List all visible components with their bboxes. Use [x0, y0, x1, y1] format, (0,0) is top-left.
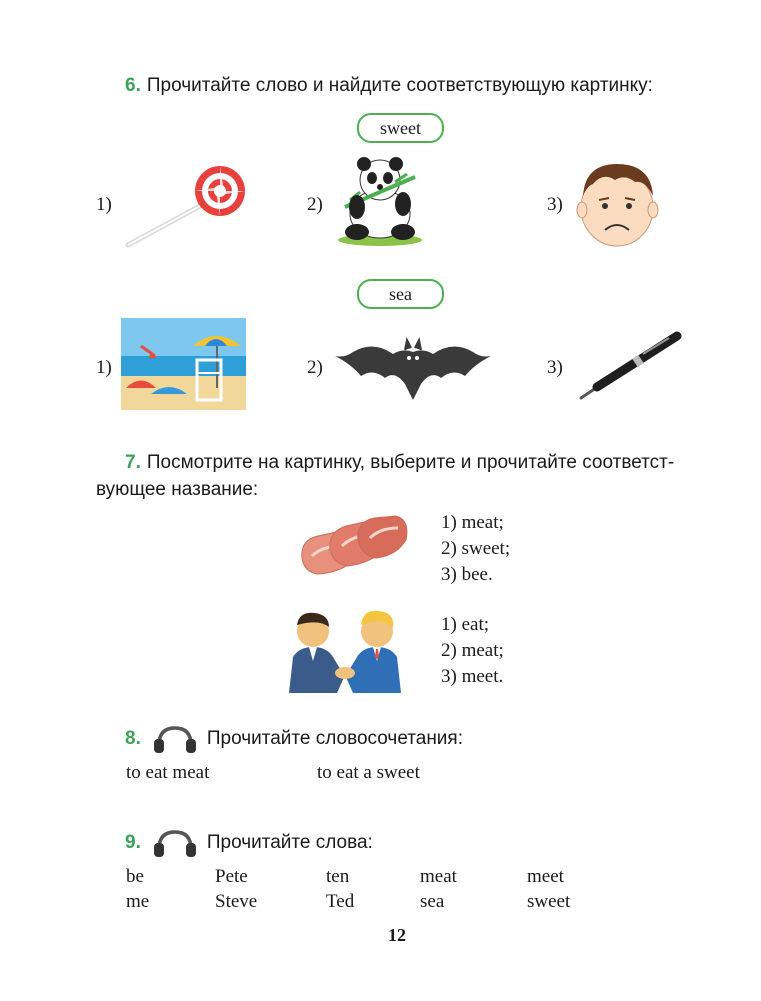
choice-item[interactable]: 1) eat;: [441, 614, 490, 635]
headphones-icon[interactable]: [151, 829, 199, 857]
option-label: 3): [547, 194, 563, 215]
task7-choices-2: [441, 612, 504, 690]
choice-item[interactable]: 3) bee.: [441, 564, 493, 585]
word-item: Steve: [215, 891, 258, 912]
task8-instruction: Прочитайте словосочетания:: [206, 728, 463, 749]
word-item: Ted: [326, 891, 355, 912]
choice-item[interactable]: 1) meat;: [441, 512, 504, 533]
task6-heading: [125, 74, 653, 98]
word-item: be: [126, 866, 144, 887]
choice-item[interactable]: 2) meat;: [441, 640, 504, 661]
pen-icon[interactable]: [577, 330, 685, 402]
choice-item[interactable]: 2) sweet;: [441, 538, 511, 559]
panda-icon[interactable]: [335, 152, 425, 247]
meat-icon[interactable]: [296, 510, 411, 588]
page-number: 12: [388, 925, 406, 945]
beach-icon[interactable]: [121, 318, 246, 410]
bat-icon[interactable]: [333, 330, 493, 402]
phrase: to eat a sweet: [317, 762, 420, 783]
word-pill-sea: sea: [357, 279, 444, 309]
sad-face-icon[interactable]: [575, 158, 660, 248]
handshake-icon[interactable]: [285, 605, 405, 693]
task7-number: 7.: [125, 452, 141, 473]
task9-instruction: Прочитайте слова:: [206, 832, 373, 853]
task7-instruction-line2: вующее название:: [96, 479, 259, 500]
word-item: me: [126, 891, 150, 912]
option-label: 3): [547, 357, 563, 378]
word-item: sweet: [527, 891, 571, 912]
option-label: 1): [96, 194, 112, 215]
task6-instruction: Прочитайте слово и найдите соответствующую картинку:: [146, 75, 653, 96]
headphones-icon[interactable]: [151, 725, 199, 753]
word-item: meet: [527, 866, 564, 887]
word-pill-sweet: sweet: [357, 113, 444, 143]
word-item: ten: [326, 866, 350, 887]
option-label: 1): [96, 357, 112, 378]
word-item: Pete: [215, 866, 248, 887]
task9-number: 9.: [125, 832, 141, 853]
word-item: sea: [420, 891, 445, 912]
option-label: 2): [307, 357, 323, 378]
lollipop-icon[interactable]: [120, 163, 250, 253]
task8-heading: [125, 725, 463, 753]
task7-instruction-line1: Посмотрите на картинку, выберите и прочитайте соответст-: [146, 452, 675, 473]
task6-number: 6.: [125, 75, 141, 96]
task9-heading: [125, 829, 373, 857]
word-item: meat: [420, 866, 457, 887]
choice-item[interactable]: 3) meet.: [441, 666, 504, 687]
task8-number: 8.: [125, 728, 141, 749]
task7-heading: [125, 451, 674, 475]
phrase: to eat meat: [126, 762, 210, 783]
task7-choices-1: [441, 510, 510, 588]
option-label: 2): [307, 194, 323, 215]
